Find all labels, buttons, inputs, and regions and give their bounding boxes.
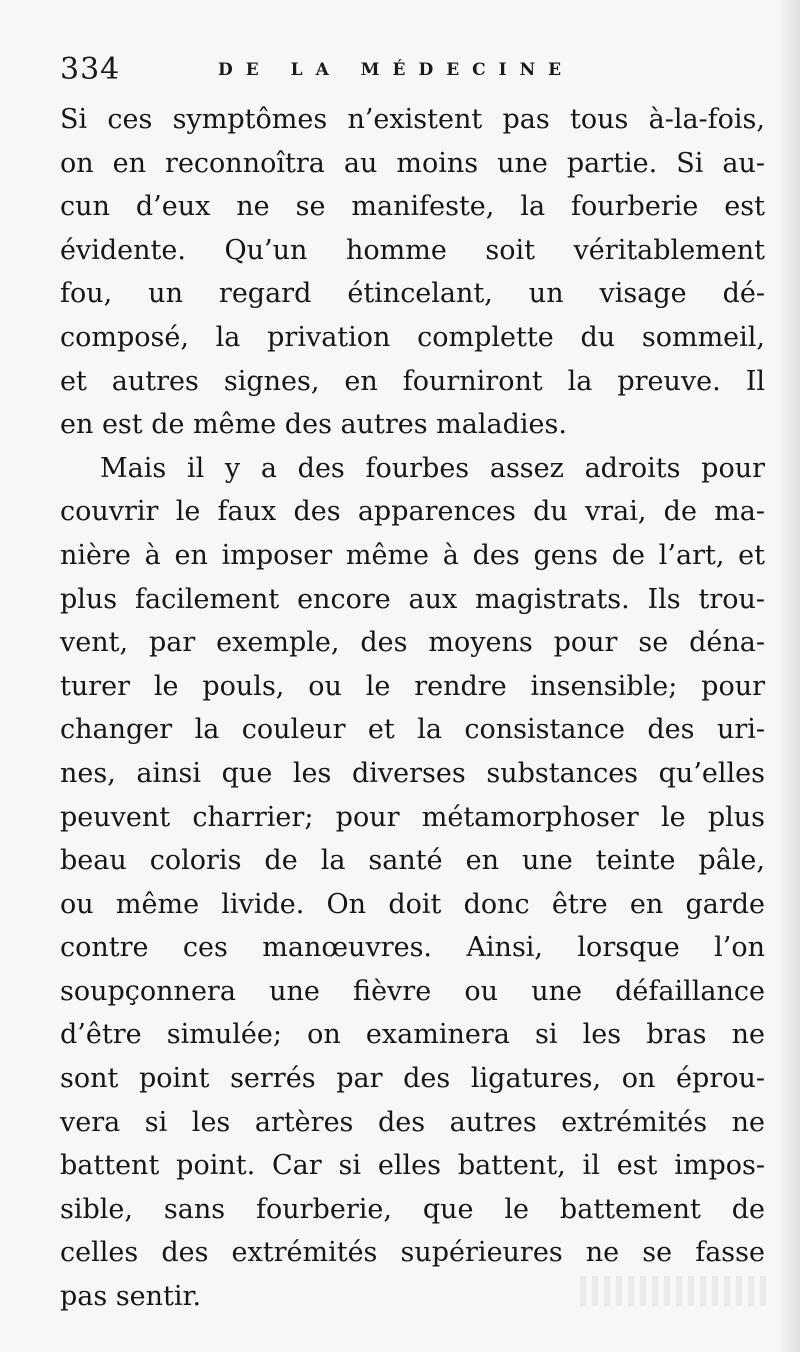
bleed-through-smudge <box>580 1276 770 1306</box>
text-line: pas sentir. <box>60 1281 202 1313</box>
page-header <box>60 52 760 92</box>
paragraph-1 <box>60 98 765 447</box>
text-line: composé, la privation complette du sommeil, <box>60 321 765 353</box>
text-line: beau coloris de la santé en une teinte pâle, <box>60 845 765 877</box>
page-number: 334 <box>60 52 121 87</box>
text-line: soupçonnera une fièvre ou une défaillance <box>60 975 765 1007</box>
text-line: sont point serrés par des ligatures, on éprou- <box>60 1063 765 1095</box>
text-line: Mais il y a des fourbes assez adroits pour <box>100 452 765 484</box>
text-line: nes, ainsi que les diverses substances qu’elles <box>60 757 765 789</box>
text-line: fou, un regard étincelant, un visage dé- <box>60 278 765 310</box>
text-line: battent point. Car si elles battent, il est impos- <box>60 1150 765 1182</box>
paragraph-2 <box>60 447 765 1319</box>
body-text <box>60 98 765 1319</box>
scan-edge-shadow <box>778 0 800 1352</box>
text-line: ou même livide. On doit donc être en garde <box>60 888 765 920</box>
text-line: changer la couleur et la consistance des uri- <box>60 714 765 746</box>
text-line: couvrir le faux des apparences du vrai, de ma- <box>60 496 765 528</box>
text-line: nière à en imposer même à des gens de l’art, et <box>60 539 765 571</box>
text-line: vent, par exemple, des moyens pour se déna- <box>60 627 765 659</box>
text-line: vera si les artères des autres extrémités ne <box>60 1106 765 1138</box>
text-line: on en reconnoîtra au moins une partie. Si au- <box>60 147 765 179</box>
text-line: évidente. Qu’un homme soit véritablement <box>60 234 765 266</box>
text-line: turer le pouls, ou le rendre insensible; pour <box>60 670 765 702</box>
text-line: sible, sans fourberie, que le battement de <box>60 1193 765 1225</box>
text-line: contre ces manœuvres. Ainsi, lorsque l’on <box>60 932 765 964</box>
text-line: Si ces symptômes n’existent pas tous à-la-fois, <box>60 104 765 135</box>
text-line: celles des extrémités supérieures ne se fasse <box>60 1237 765 1269</box>
text-line: peuvent charrier; pour métamorphoser le plus <box>60 801 765 833</box>
text-line: en est de même des autres maladies. <box>60 409 567 441</box>
text-line: cun d’eux ne se manifeste, la fourberie est <box>60 191 765 223</box>
text-line: et autres signes, en fourniront la preuve. Il <box>60 365 765 397</box>
text-line: d’être simulée; on examinera si les bras ne <box>60 1019 765 1051</box>
text-line: plus facilement encore aux magistrats. Ils trou- <box>60 583 765 615</box>
running-title: DE LA MÉDECINE <box>218 60 575 80</box>
